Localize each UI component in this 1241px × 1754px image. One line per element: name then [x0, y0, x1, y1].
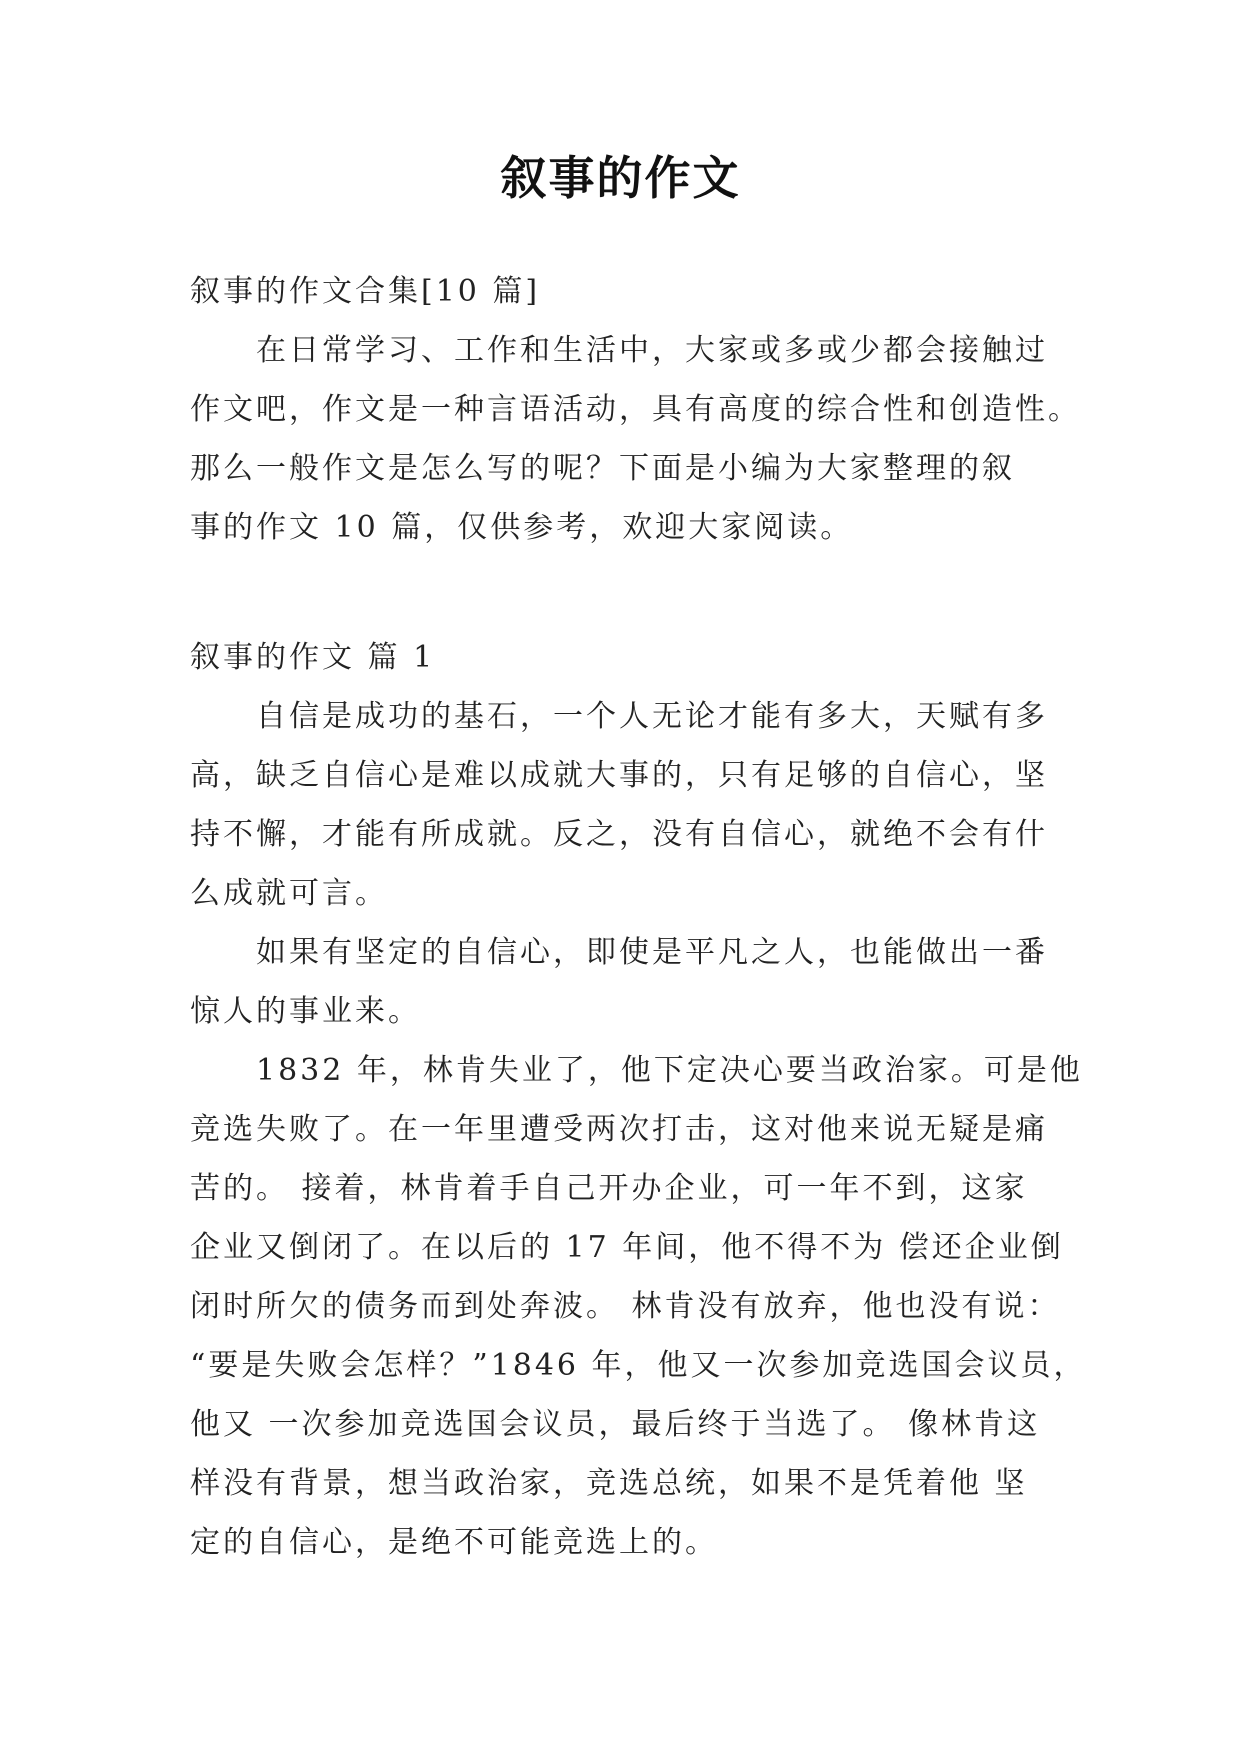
intro-line: 在日常学习、工作和生活中，大家或多或少都会接触过 — [256, 333, 1048, 368]
paragraph-line: 自信是成功的基石，一个人无论才能有多大，天赋有多 — [256, 699, 1048, 734]
paragraph-line: 样没有背景，想当政治家，竞选总统，如果不是凭着他 坚 — [190, 1466, 1028, 1501]
paragraph-line: 定的自信心，是绝不可能竞选上的。 — [190, 1525, 718, 1560]
intro-section — [190, 262, 1081, 557]
intro-line: 作文吧，作文是一种言语活动，具有高度的综合性和创造性。 — [190, 392, 1081, 427]
paragraph-line: 高，缺乏自信心是难以成就大事的，只有足够的自信心，坚 — [190, 758, 1048, 793]
paragraph-line: 如果有坚定的自信心，即使是平凡之人，也能做出一番 — [256, 935, 1048, 970]
part1-heading: 叙事的作文 篇 1 — [190, 640, 436, 675]
intro-line: 那么一般作文是怎么写的呢？下面是小编为大家整理的叙 — [190, 451, 1015, 486]
paragraph-line: 他又 一次参加竞选国会议员，最后终于当选了。 像林肯这 — [190, 1407, 1041, 1442]
paragraph-line: “要是失败会怎样？”1846 年，他又一次参加竞选国会议员， — [190, 1348, 1087, 1383]
paragraph-line: 闭时所欠的债务而到处奔波。 林肯没有放弃，他也没有说： — [190, 1289, 1061, 1324]
paragraph-line: 持不懈，才能有所成就。反之，没有自信心，就绝不会有什 — [190, 817, 1048, 852]
paragraph-line: 惊人的事业来。 — [190, 994, 421, 1029]
part1-section — [190, 628, 1087, 1572]
collection-heading: 叙事的作文合集[10 篇] — [190, 274, 541, 309]
paragraph-line: 1832 年，林肯失业了，他下定决心要当政治家。可是他 — [256, 1053, 1083, 1088]
paragraph-line: 企业又倒闭了。在以后的 17 年间，他不得不为 偿还企业倒 — [190, 1230, 1064, 1265]
paragraph-line: 竞选失败了。在一年里遭受两次打击，这对他来说无疑是痛 — [190, 1112, 1048, 1147]
intro-line: 事的作文 10 篇，仅供参考，欢迎大家阅读。 — [190, 510, 854, 545]
paragraph-line: 么成就可言。 — [190, 876, 388, 911]
document-title: 叙事的作文 — [500, 151, 741, 205]
paragraph-line: 苦的。 接着，林肯着手自己开办企业，可一年不到，这家 — [190, 1171, 1028, 1206]
